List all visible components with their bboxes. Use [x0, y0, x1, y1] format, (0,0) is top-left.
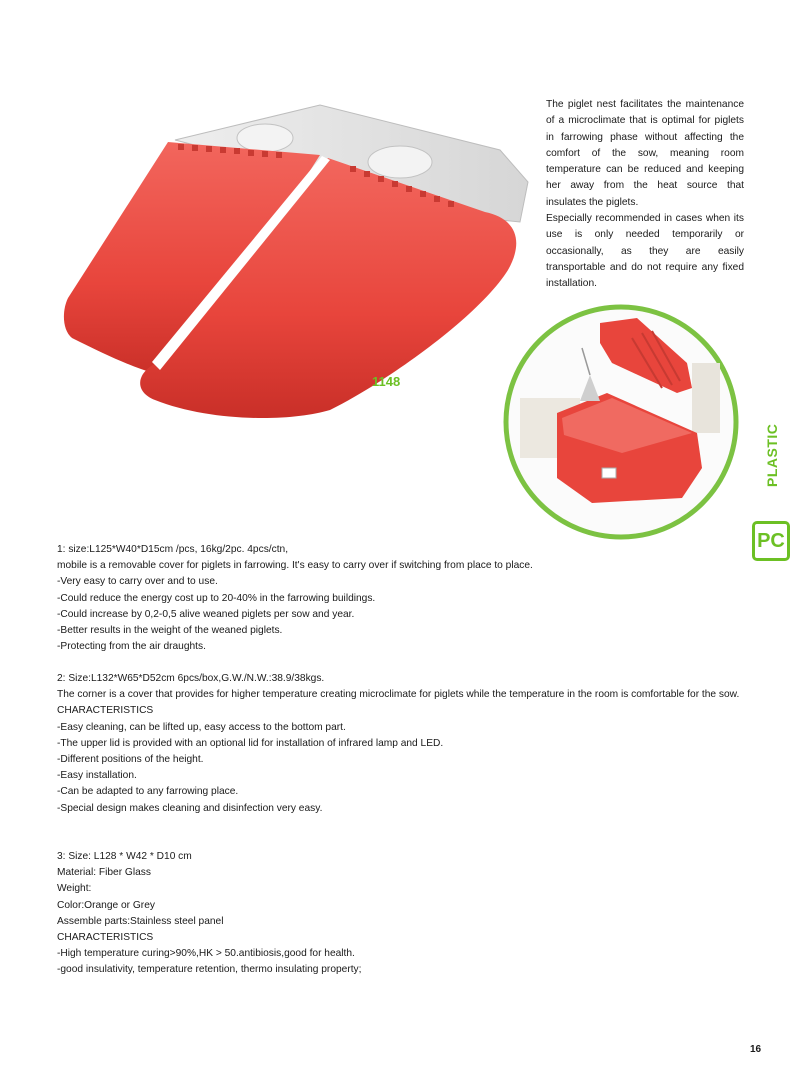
- spec-line: -Easy installation.: [57, 770, 137, 782]
- spec-line: -Very easy to carry over and to use.: [57, 576, 218, 588]
- spec-line: Material: Fiber Glass: [57, 867, 151, 879]
- characteristics-heading: CHARACTERISTICS: [57, 932, 154, 944]
- spec-line: -Better results in the weight of the weaned piglets.: [57, 625, 283, 637]
- page-number: 16: [750, 1044, 762, 1055]
- spec-line: -Could increase by 0,2-0,5 alive weaned piglets per sow and year.: [57, 608, 355, 620]
- spec-line: 3: Size: L128 * W42 * D10 cm: [57, 851, 192, 862]
- spec-line: -Could reduce the energy cost up to 20-40% in the farrowing buildings.: [57, 592, 376, 604]
- characteristics-heading: CHARACTERISTICS: [57, 705, 154, 717]
- intro-paragraph-2: Especially recommended in cases when its use is only needed temporarily or occasionally, as they are easily transportable and do not require any fixed installation.: [546, 213, 744, 290]
- spec-line: -Special design makes cleaning and disinfection very easy.: [57, 802, 323, 814]
- piglet-nest-image: [60, 100, 530, 430]
- product-section-1: [57, 542, 747, 655]
- spec-line: 2: Size:L132*W65*D52cm 6pcs/box,G.W./N.W.:38.9/38kgs.: [57, 673, 325, 684]
- spec-line: -Different positions of the height.: [57, 754, 204, 766]
- spec-line: -High temperature curing>90%,HK > 50.antibiosis,good for health.: [57, 948, 355, 960]
- intro-text: [546, 97, 744, 293]
- spec-line: -Protecting from the air draughts.: [57, 641, 206, 653]
- model-number: 1148: [372, 374, 401, 389]
- product-section-3: [57, 849, 747, 979]
- spec-line: -Easy cleaning, can be lifted up, easy access to the bottom part.: [57, 721, 346, 733]
- product-section-2: [57, 671, 747, 817]
- spec-line: Weight:: [57, 883, 92, 895]
- spec-description: The corner is a cover that provides for higher temperature creating microclimate for piglets while the temperature in the room is comfortable for the sow.: [57, 689, 740, 701]
- spec-line: -The upper lid is provided with an optional lid for installation of infrared lamp and LED.: [57, 737, 444, 749]
- usage-detail-image: [502, 303, 740, 541]
- spec-line: Assemble parts:Stainless steel panel: [57, 915, 224, 927]
- intro-paragraph-1: The piglet nest facilitates the maintenance of a microclimate that is optimal for piglets in farrowing phase without affecting the comfort of the sow, meaning room temperature can be reduced and keeping her away from the heat source that insulates the piglets.: [546, 99, 744, 208]
- category-code-badge: PC: [752, 521, 790, 561]
- spec-line: -Can be adapted to any farrowing place.: [57, 786, 239, 798]
- spec-line: 1: size:L125*W40*D15cm /pcs, 16kg/2pc. 4pcs/ctn,: [57, 544, 289, 555]
- category-label: PLASTIC: [764, 423, 780, 487]
- spec-line: Color:Orange or Grey: [57, 899, 155, 911]
- spec-line: -good insulativity, temperature retention, thermo insulating property;: [57, 964, 362, 976]
- spec-line: mobile is a removable cover for piglets in farrowing. It's easy to carry over if switching from place to place.: [57, 560, 533, 572]
